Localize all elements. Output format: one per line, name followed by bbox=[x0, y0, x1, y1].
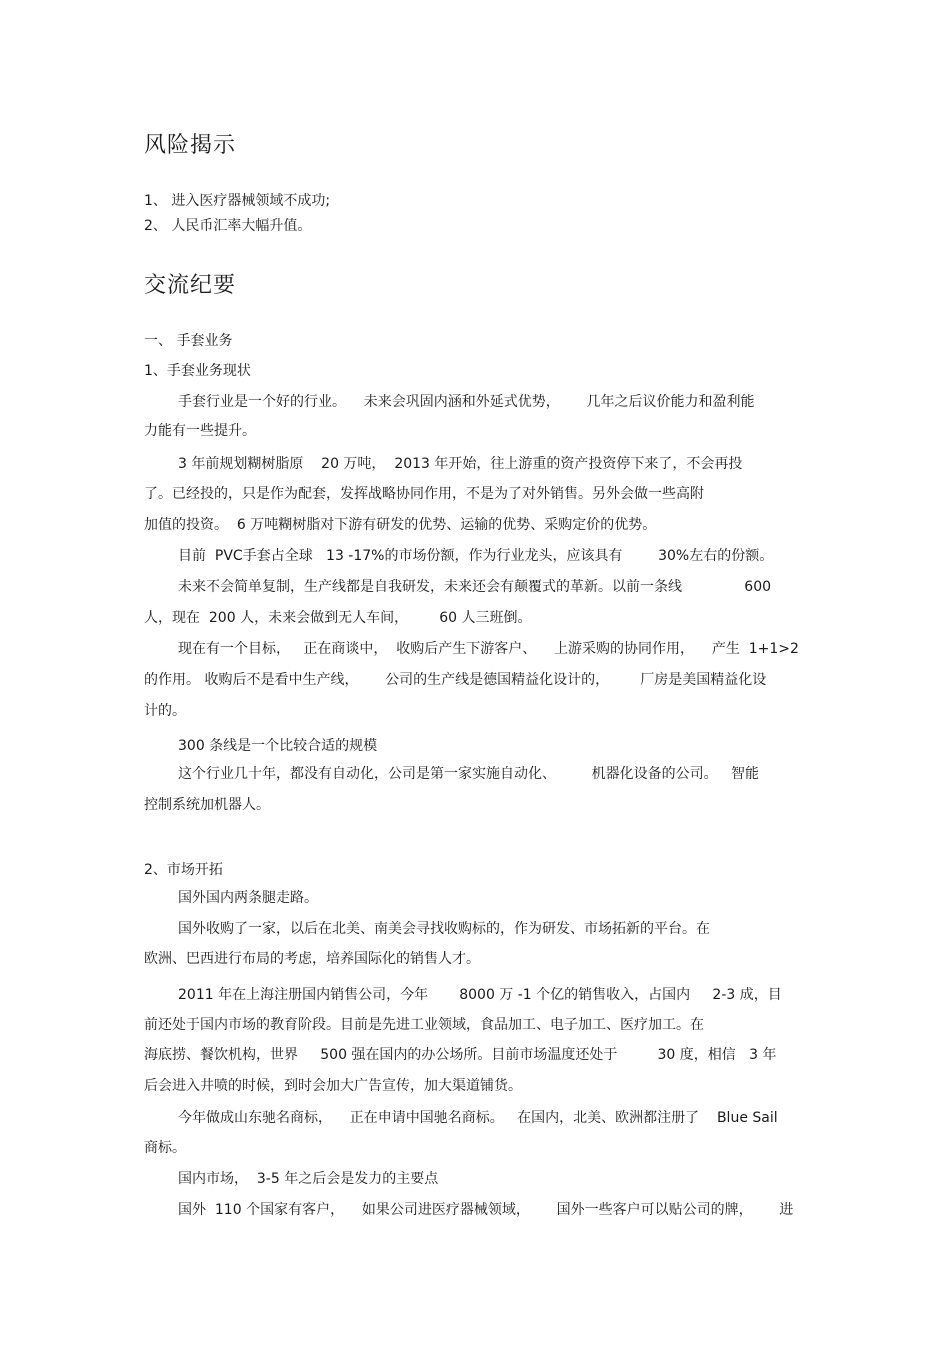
paragraph-line: 控制系统加机器人。 bbox=[144, 797, 270, 813]
paragraph-line: 力能有一些提升。 bbox=[144, 423, 256, 439]
paragraph-line: 目前 PVC手套占全球 13 -17%的市场份额，作为行业龙头，应该具有 30%左右的份额。 bbox=[178, 548, 774, 564]
paragraph-line: 欧洲、巴西进行布局的考虑，培养国际化的销售人才。 bbox=[144, 951, 480, 967]
paragraph-line: 国外国内两条腿走路。 bbox=[178, 890, 318, 906]
paragraph-line: 未来不会简单复制，生产线都是自我研发，未来还会有颠覆式的革新。以前一条线 600 bbox=[178, 579, 772, 595]
risk-heading: 风险揭示 bbox=[144, 133, 237, 158]
paragraph-line: 人，现在 200 人，未来会做到无人车间， 60 人三班倒。 bbox=[144, 610, 532, 626]
paragraph-line: 现在有一个目标， 正在商谈中， 收购后产生下游客户、 上游采购的协同作用， 产生 1+1>2 bbox=[178, 641, 799, 657]
paragraph-line: 商标。 bbox=[144, 1140, 186, 1156]
section1-title: 一、 手套业务 bbox=[144, 333, 233, 349]
minutes-heading: 交流纪要 bbox=[144, 273, 237, 298]
paragraph-line: 前还处于国内市场的教育阶段。目前是先进工业领域，食品加工、电子加工、医疗加工。在 bbox=[144, 1017, 704, 1033]
risk-item-1: 1、 进入医疗器械领域不成功; bbox=[144, 193, 331, 209]
paragraph-line: 加值的投资。 6 万吨糊树脂对下游有研发的优势、运输的优势、采购定价的优势。 bbox=[144, 517, 657, 533]
paragraph-line: 手套行业是一个好的行业。 未来会巩固内涵和外延式优势， 几年之后议价能力和盈利能 bbox=[178, 394, 755, 410]
paragraph-line: 国外收购了一家，以后在北美、南美会寻找收购标的，作为研发、市场拓新的平台。在 bbox=[178, 921, 710, 937]
sub2-title: 2、市场开拓 bbox=[144, 862, 223, 878]
risk-item-2: 2、 人民币汇率大幅升值。 bbox=[144, 218, 312, 234]
paragraph-line: 3 年前规划糊树脂原 20 万吨， 2013 年开始，往上游重的资产投资停下来了，不会再投 bbox=[178, 456, 743, 472]
sub1-title: 1、手套业务现状 bbox=[144, 363, 251, 379]
paragraph-line: 今年做成山东驰名商标， 正在申请中国驰名商标。 在国内，北美、欧洲都注册了 Blue Sail bbox=[178, 1110, 778, 1126]
paragraph-line: 了。已经投的，只是作为配套，发挥战略协同作用，不是为了对外销售。另外会做一些高附 bbox=[144, 486, 704, 502]
paragraph-line: 海底捞、餐饮机构，世界 500 强在国内的办公场所。目前市场温度还处于 30 度，相信 3 年 bbox=[144, 1047, 777, 1063]
paragraph-line: 的作用。 收购后不是看中生产线， 公司的生产线是德国精益化设计的， 厂房是美国精益化设 bbox=[144, 672, 767, 688]
paragraph-line: 计的。 bbox=[144, 703, 186, 719]
paragraph-line: 2011 年在上海注册国内销售公司，今年 8000 万 -1 个亿的销售收入，占国内 2-3 成，目 bbox=[178, 987, 782, 1003]
paragraph-line: 后会进入井喷的时候，到时会加大广告宣传，加大渠道铺货。 bbox=[144, 1078, 522, 1094]
paragraph-line: 国外 110 个国家有客户， 如果公司进医疗器械领域， 国外一些客户可以贴公司的牌， 进 bbox=[178, 1202, 794, 1218]
paragraph-line: 300 条线是一个比较合适的规模 bbox=[178, 738, 378, 754]
paragraph-line: 国内市场， 3-5 年之后会是发力的主要点 bbox=[178, 1171, 439, 1187]
paragraph-line: 这个行业几十年，都没有自动化，公司是第一家实施自动化、 机器化设备的公司。 智能 bbox=[178, 766, 759, 782]
